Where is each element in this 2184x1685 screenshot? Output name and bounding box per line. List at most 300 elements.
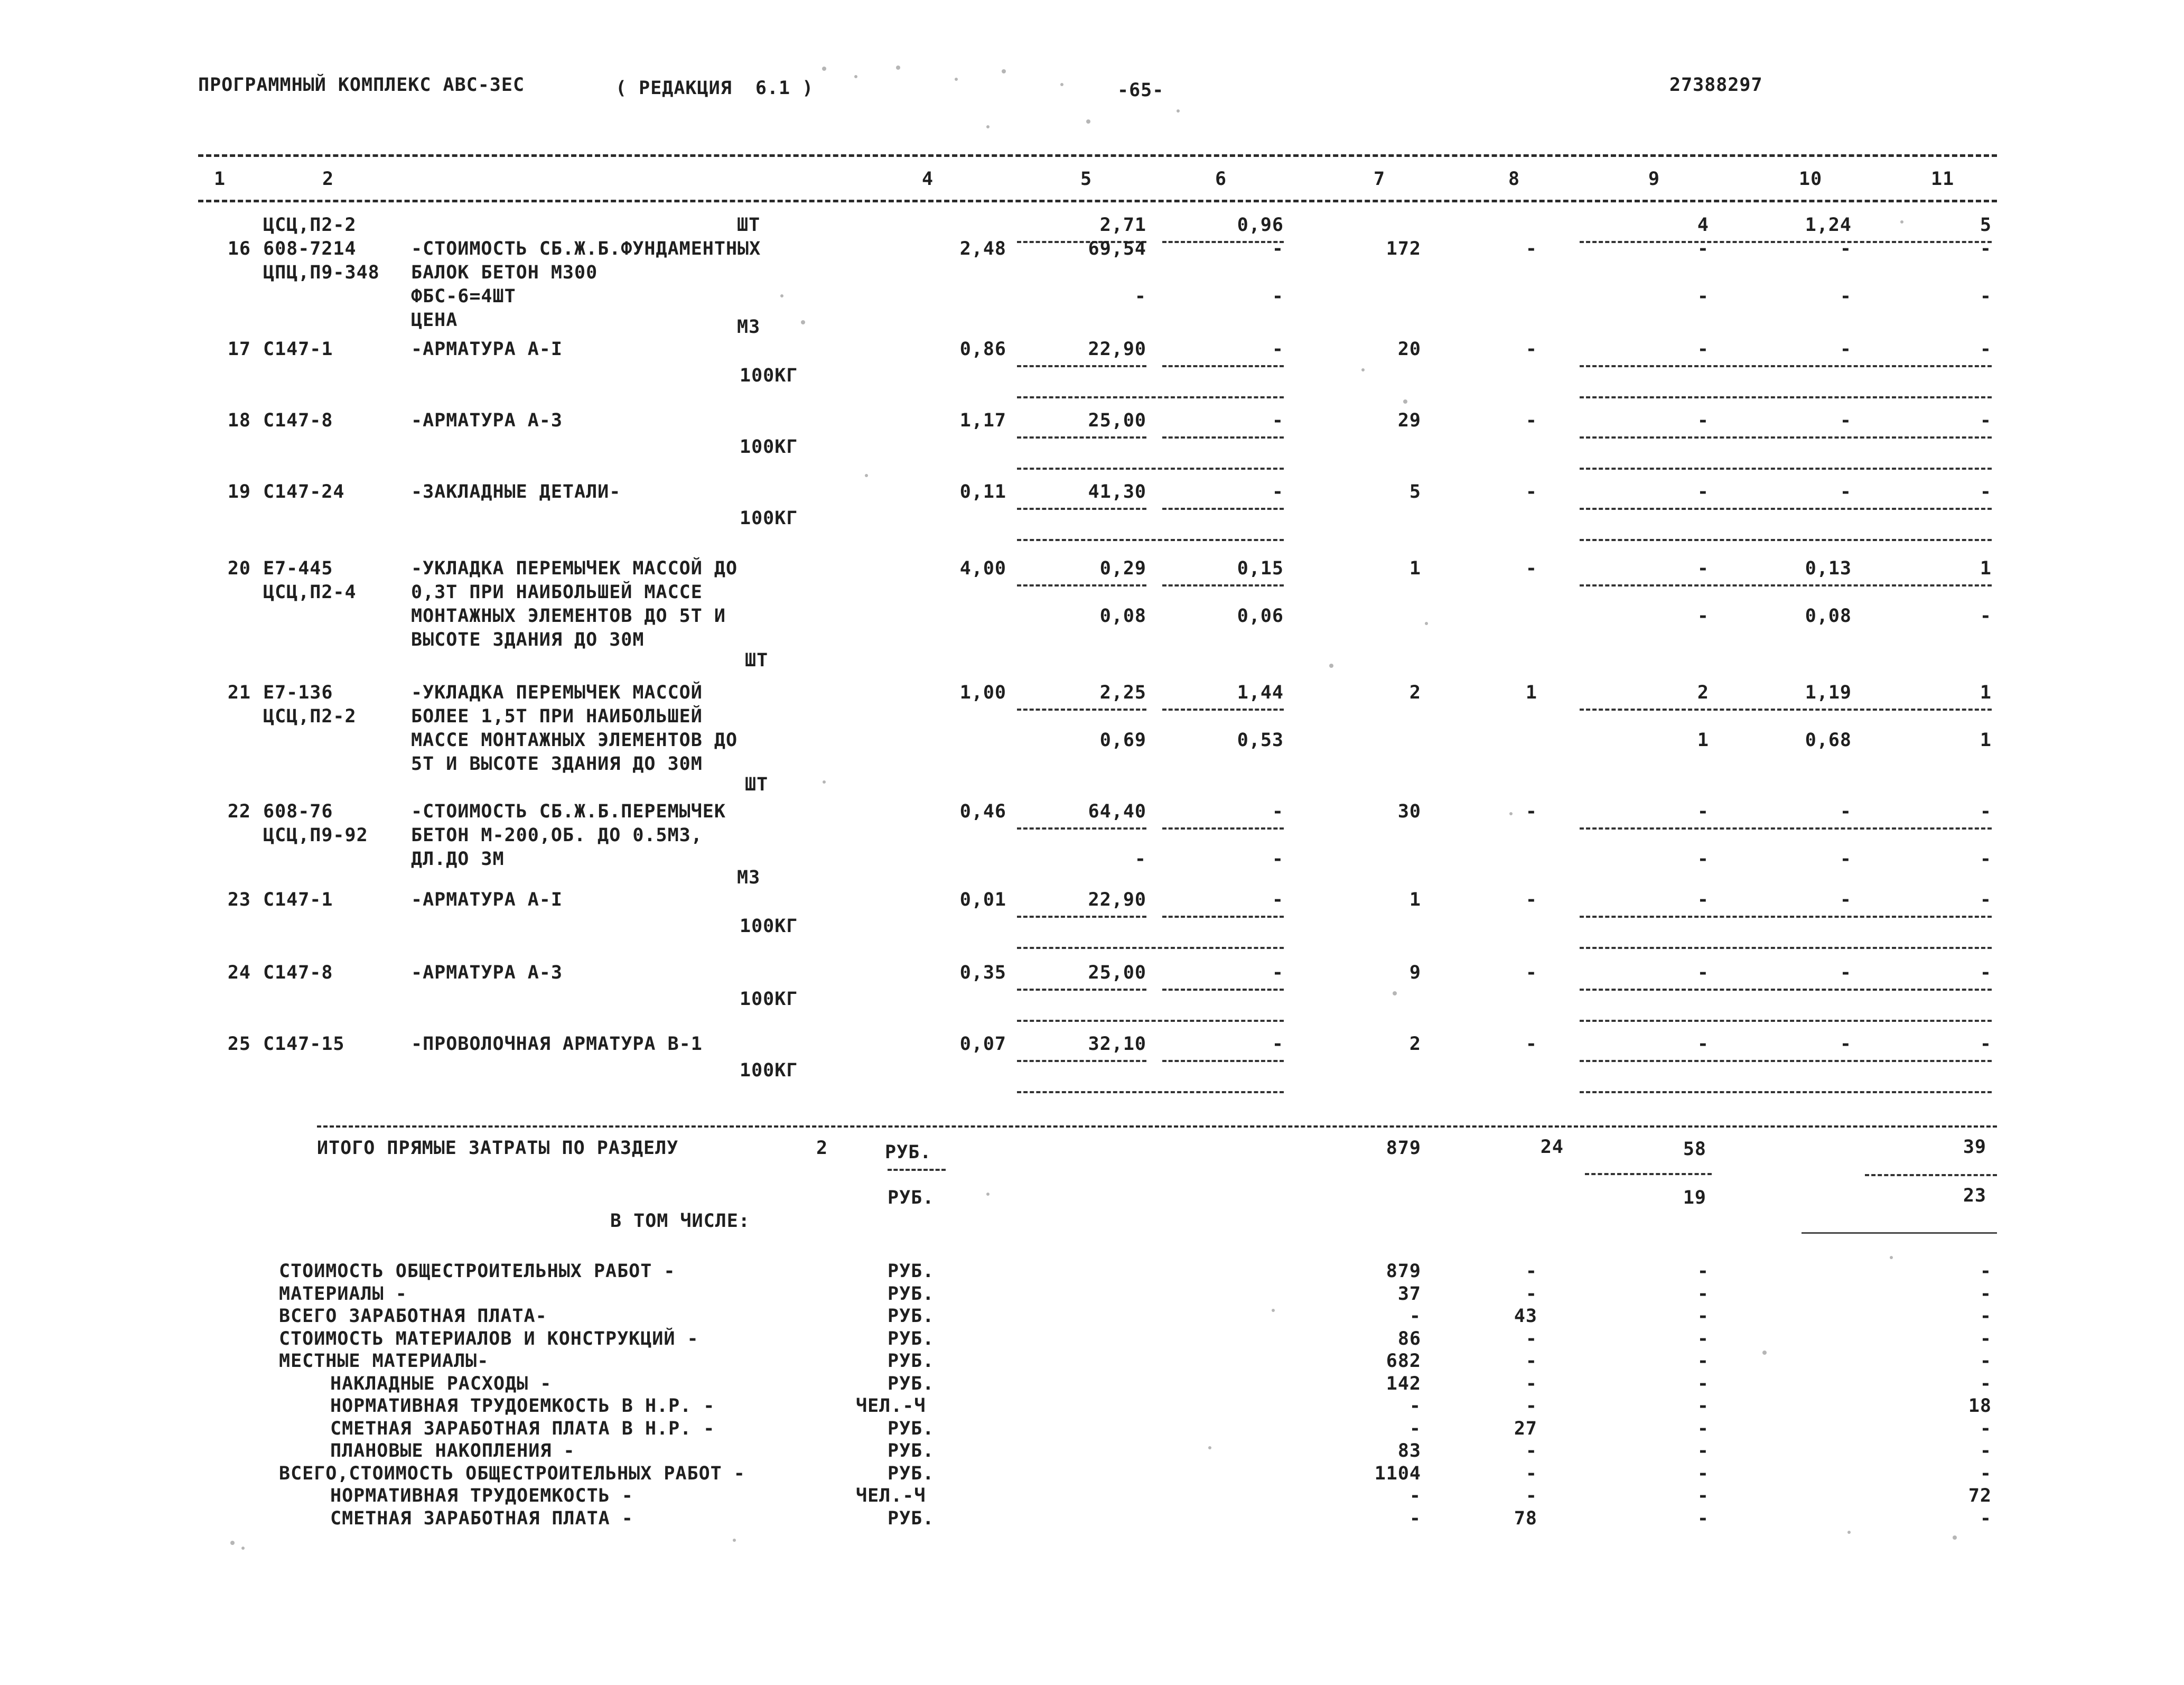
- row-5-line-0-description: -УКЛАДКА ПЕРЕМЫЧЕК МАССОЙ: [411, 682, 703, 703]
- row-4-line-2-c10: 0,08: [1805, 606, 1852, 627]
- edition-label: ( РЕДАКЦИЯ 6.1 ): [615, 78, 814, 99]
- row-0-line-1-c9: -: [1697, 238, 1709, 259]
- document-code: 27388297: [1669, 75, 1763, 96]
- row-9-line-0-description: -ПРОВОЛОЧНАЯ АРМАТУРА В-1: [411, 1034, 703, 1055]
- row-4-unit: ШТ: [745, 650, 769, 671]
- breakdown-5-c11: -: [1980, 1373, 1992, 1394]
- breakdown-8-label: ПЛАНОВЫЕ НАКОПЛЕНИЯ -: [330, 1440, 575, 1461]
- row-5-line-0-number: 21: [227, 682, 251, 703]
- row-1-line-0-number: 17: [227, 339, 251, 360]
- column-header-4: 4: [922, 169, 934, 190]
- breakdown-4-c9: -: [1697, 1351, 1709, 1372]
- row-6-line-0-c8: -: [1525, 801, 1537, 822]
- breakdown-1-label: МАТЕРИАЛЫ -: [279, 1283, 407, 1305]
- row-5-dash-right: [1580, 709, 1992, 711]
- row-3-line-0-number: 19: [227, 481, 251, 502]
- row-9-line-0-c9: -: [1697, 1034, 1709, 1055]
- breakdown-11-c8: 78: [1514, 1508, 1537, 1529]
- row-8-line-0-c8: -: [1525, 962, 1537, 983]
- column-header-2: 2: [322, 169, 334, 190]
- totals-section: 2: [816, 1138, 828, 1159]
- breakdown-7-c11: -: [1980, 1418, 1992, 1439]
- breakdown-1-c8: -: [1525, 1283, 1537, 1305]
- breakdown-8-c7: 83: [1397, 1440, 1421, 1461]
- totals-col9-second: 19: [1683, 1187, 1706, 1208]
- row-2-line-0-c11: -: [1980, 410, 1992, 431]
- breakdown-1-unit: РУБ.: [888, 1283, 935, 1305]
- row-5-line-0-c11: 1: [1980, 682, 1992, 703]
- totals-dash: [888, 1169, 946, 1171]
- row-9-dash-bottom-right: [1580, 1091, 1992, 1093]
- row-8-dash-right: [1580, 989, 1992, 991]
- row-3-line-0-c9: -: [1697, 481, 1709, 502]
- breakdown-2-c11: -: [1980, 1306, 1992, 1327]
- breakdown-2-c7: -: [1409, 1306, 1421, 1327]
- breakdown-11-c9: -: [1697, 1508, 1709, 1529]
- row-6-dash-right: [1580, 827, 1992, 830]
- row-3-line-0-c10: -: [1840, 481, 1852, 502]
- row-4-line-3-description: ВЫСОТЕ ЗДАНИЯ ДО 30М: [411, 629, 645, 650]
- row-5-line-1-description: БОЛЕЕ 1,5Т ПРИ НАИБОЛЬШЕЙ: [411, 706, 703, 727]
- column-header-11: 11: [1931, 169, 1955, 190]
- breakdown-5-c7: 142: [1386, 1373, 1421, 1394]
- breakdown-5-c9: -: [1697, 1373, 1709, 1394]
- row-8-unit: 100КГ: [740, 989, 798, 1010]
- breakdown-0-label: СТОИМОСТЬ ОБЩЕСТРОИТЕЛЬНЫХ РАБОТ -: [279, 1261, 676, 1282]
- row-1-line-0-c8: -: [1525, 339, 1537, 360]
- row-1-line-0-c10: -: [1840, 339, 1852, 360]
- row-8-line-0-c5: 25,00: [1088, 962, 1146, 983]
- row-1-line-0-code: С147-1: [263, 339, 333, 360]
- row-8-dash-bottom-right: [1580, 1020, 1992, 1022]
- breakdown-5-unit: РУБ.: [888, 1373, 935, 1394]
- row-2-line-0-c8: -: [1525, 410, 1537, 431]
- row-3-line-0-c8: -: [1525, 481, 1537, 502]
- row-3-dash-c6: [1162, 508, 1284, 510]
- row-2-unit: 100КГ: [740, 436, 798, 458]
- breakdown-9-unit: РУБ.: [888, 1463, 935, 1484]
- row-9-dash-c6: [1162, 1060, 1284, 1062]
- row-8-dash-c5: [1017, 989, 1146, 991]
- row-6-line-2-description: ДЛ.ДО 3М: [411, 849, 505, 870]
- row-7-line-0-c8: -: [1525, 889, 1537, 910]
- row-1-unit-top: М3: [737, 316, 761, 338]
- totals-col8: 24: [1540, 1137, 1564, 1158]
- row-4-line-0-c5: 0,29: [1099, 558, 1146, 579]
- column-header-7: 7: [1374, 169, 1386, 190]
- column-header-10: 10: [1799, 169, 1823, 190]
- row-8-line-0-code: С147-8: [263, 962, 333, 983]
- breakdown-8-c9: -: [1697, 1440, 1709, 1461]
- totals-col7: 879: [1386, 1138, 1421, 1159]
- row-3-dash-bottom-right: [1580, 539, 1992, 541]
- row-2-line-0-c10: -: [1840, 410, 1852, 431]
- breakdown-9-c11: -: [1980, 1463, 1992, 1484]
- row-5-line-2-c5: 0,69: [1099, 730, 1146, 751]
- breakdown-1-c7: 37: [1397, 1283, 1421, 1305]
- row-1-line-0-c7: 20: [1397, 339, 1421, 360]
- row-0-line-1-c4: 2,48: [959, 238, 1006, 259]
- row-4-line-0-code: Е7-445: [263, 558, 333, 579]
- row-4-line-0-description: -УКЛАДКА ПЕРЕМЫЧЕК МАССОЙ ДО: [411, 558, 738, 579]
- row-1-line-0-c11: -: [1980, 339, 1992, 360]
- row-4-line-0-c10: 0,13: [1805, 558, 1852, 579]
- row-1-unit: 100КГ: [740, 365, 798, 386]
- row-0-unit-top: ШТ: [737, 215, 761, 236]
- breakdown-1-c11: -: [1980, 1283, 1992, 1305]
- row-2-line-0-c9: -: [1697, 410, 1709, 431]
- breakdown-8-unit: РУБ.: [888, 1440, 935, 1461]
- row-3-dash-c5: [1017, 508, 1146, 510]
- row-6-line-0-c4: 0,46: [959, 801, 1006, 822]
- row-5-line-2-c9: 1: [1697, 730, 1709, 751]
- row-5-line-0-c7: 2: [1409, 682, 1421, 703]
- row-8-dash-c6: [1162, 989, 1284, 991]
- row-6-line-0-c10: -: [1840, 801, 1852, 822]
- row-7-unit: 100КГ: [740, 916, 798, 937]
- breakdown-10-c7: -: [1409, 1485, 1421, 1506]
- row-0-line-1-c5: 69,54: [1088, 238, 1146, 259]
- row-0-line-2-description: БАЛОК БЕТОН М300: [411, 262, 598, 283]
- header-rule-top: [198, 154, 1997, 157]
- row-6-line-0-c7: 30: [1397, 801, 1421, 822]
- row-4-line-0-c4: 4,00: [959, 558, 1006, 579]
- totals-dash-col9: [1585, 1173, 1712, 1175]
- row-6-line-0-c5: 64,40: [1088, 801, 1146, 822]
- breakdown-0-c8: -: [1525, 1261, 1537, 1282]
- row-6-line-0-code: 608-76: [263, 801, 333, 822]
- row-9-line-0-c10: -: [1840, 1034, 1852, 1055]
- row-4-line-2-c5: 0,08: [1099, 606, 1146, 627]
- breakdown-1-c9: -: [1697, 1283, 1709, 1305]
- row-7-line-0-c6: -: [1272, 889, 1284, 910]
- row-4-line-0-c6: 0,15: [1237, 558, 1284, 579]
- row-4-line-2-description: МОНТАЖНЫХ ЭЛЕМЕНТОВ ДО 5Т И: [411, 606, 726, 627]
- row-8-line-0-description: -АРМАТУРА А-3: [411, 962, 563, 983]
- breakdown-6-c11: 18: [1968, 1395, 1992, 1417]
- row-3-line-0-c5: 41,30: [1088, 481, 1146, 502]
- row-7-line-0-number: 23: [227, 889, 251, 910]
- breakdown-9-label: ВСЕГО,СТОИМОСТЬ ОБЩЕСТРОИТЕЛЬНЫХ РАБОТ -: [279, 1463, 745, 1484]
- row-0-line-3-c9: -: [1697, 286, 1709, 307]
- row-4-line-1-description: 0,3Т ПРИ НАИБОЛЬШЕЙ МАССЕ: [411, 582, 703, 603]
- row-1-dash-bottom-right: [1580, 396, 1992, 398]
- row-1-line-0-c6: -: [1272, 339, 1284, 360]
- row-7-unit-top: М3: [737, 867, 761, 888]
- program-title: ПРОГРАММНЫЙ КОМПЛЕКС АВС-ЗЕС: [198, 75, 525, 96]
- row-9-dash-bottom: [1017, 1091, 1284, 1093]
- breakdown-9-c9: -: [1697, 1463, 1709, 1484]
- row-9-unit: 100КГ: [740, 1060, 798, 1081]
- breakdown-11-unit: РУБ.: [888, 1508, 935, 1529]
- breakdown-8-c8: -: [1525, 1440, 1537, 1461]
- totals-unit: РУБ.: [885, 1142, 932, 1163]
- row-9-line-0-c5: 32,10: [1088, 1034, 1146, 1055]
- row-9-line-0-c6: -: [1272, 1034, 1284, 1055]
- column-header-9: 9: [1648, 169, 1660, 190]
- row-0-line-0-code: ЦСЦ,П2-2: [263, 215, 357, 236]
- row-6-line-2-c5: -: [1134, 849, 1146, 870]
- row-1-line-0-c4: 0,86: [959, 339, 1006, 360]
- column-header-8: 8: [1508, 169, 1520, 190]
- row-0-line-1-c7: 172: [1386, 238, 1421, 259]
- breakdown-11-c11: -: [1980, 1508, 1992, 1529]
- row-5-line-0-c6: 1,44: [1237, 682, 1284, 703]
- breakdown-11-c7: -: [1409, 1508, 1421, 1529]
- row-5-line-2-description: МАССЕ МОНТАЖНЫХ ЭЛЕМЕНТОВ ДО: [411, 730, 738, 751]
- row-4-line-0-c9: -: [1697, 558, 1709, 579]
- row-9-dash-right: [1580, 1060, 1992, 1062]
- row-6-line-0-c9: -: [1697, 801, 1709, 822]
- breakdown-2-label: ВСЕГО ЗАРАБОТНАЯ ПЛАТА-: [279, 1306, 547, 1327]
- breakdown-3-c7: 86: [1397, 1328, 1421, 1349]
- row-0-line-0-c5: 2,71: [1099, 215, 1146, 236]
- breakdown-0-c11: -: [1980, 1261, 1992, 1282]
- breakdown-0-unit: РУБ.: [888, 1261, 935, 1282]
- row-2-dash-right: [1580, 436, 1992, 439]
- row-0-line-0-c10: 1,24: [1805, 215, 1852, 236]
- row-6-line-2-c11: -: [1980, 849, 1992, 870]
- including-label: В ТОМ ЧИСЛЕ:: [610, 1211, 750, 1232]
- column-header-5: 5: [1080, 169, 1093, 190]
- totals-col11-second: 23: [1963, 1185, 1986, 1206]
- row-5-line-0-c4: 1,00: [959, 682, 1006, 703]
- row-2-line-0-c4: 1,17: [959, 410, 1006, 431]
- breakdown-0-c9: -: [1697, 1261, 1709, 1282]
- row-9-line-0-code: С147-15: [263, 1034, 345, 1055]
- row-3-dash-right: [1580, 508, 1992, 510]
- breakdown-2-unit: РУБ.: [888, 1306, 935, 1327]
- row-8-line-0-number: 24: [227, 962, 251, 983]
- breakdown-7-c7: -: [1409, 1418, 1421, 1439]
- row-6-dash-c5: [1017, 827, 1146, 830]
- totals-dash-col11: [1865, 1174, 1997, 1176]
- row-7-dash-right: [1580, 916, 1992, 918]
- row-7-line-0-c5: 22,90: [1088, 889, 1146, 910]
- breakdown-6-c9: -: [1697, 1395, 1709, 1417]
- row-5-line-2-c10: 0,68: [1805, 730, 1852, 751]
- breakdown-10-unit: ЧЕЛ.-Ч: [856, 1485, 926, 1506]
- row-9-line-0-c7: 2: [1409, 1034, 1421, 1055]
- row-1-dash-right: [1580, 365, 1992, 367]
- breakdown-7-unit: РУБ.: [888, 1418, 935, 1439]
- row-6-line-2-c6: -: [1272, 849, 1284, 870]
- breakdown-10-c11: 72: [1968, 1485, 1992, 1506]
- row-0-line-1-c6: -: [1272, 238, 1284, 259]
- row-5-line-1-code: ЦСЦ,П2-2: [263, 706, 357, 727]
- row-5-line-3-description: 5Т И ВЫСОТЕ ЗДАНИЯ ДО 30М: [411, 753, 703, 775]
- row-7-line-0-c9: -: [1697, 889, 1709, 910]
- breakdown-5-c8: -: [1525, 1373, 1537, 1394]
- row-8-line-0-c7: 9: [1409, 962, 1421, 983]
- row-9-line-0-number: 25: [227, 1034, 251, 1055]
- row-8-line-0-c11: -: [1980, 962, 1992, 983]
- breakdown-6-label: НОРМАТИВНАЯ ТРУДОЕМКОСТЬ В Н.Р. -: [330, 1395, 715, 1417]
- row-5-line-0-c8: 1: [1525, 682, 1537, 703]
- breakdown-0-c7: 879: [1386, 1261, 1421, 1282]
- row-5-line-0-c5: 2,25: [1099, 682, 1146, 703]
- row-2-line-0-c7: 29: [1397, 410, 1421, 431]
- row-8-line-0-c6: -: [1272, 962, 1284, 983]
- row-0-line-3-c6: -: [1272, 286, 1284, 307]
- row-1-line-0-description: -АРМАТУРА А-I: [411, 339, 563, 360]
- row-5-dash-c5: [1017, 709, 1146, 711]
- row-8-line-0-c10: -: [1840, 962, 1852, 983]
- row-2-dash-c5: [1017, 436, 1146, 439]
- row-7-line-0-code: С147-1: [263, 889, 333, 910]
- row-6-line-0-c11: -: [1980, 801, 1992, 822]
- row-3-unit: 100КГ: [740, 508, 798, 529]
- row-6-line-2-c10: -: [1840, 849, 1852, 870]
- row-9-line-0-c11: -: [1980, 1034, 1992, 1055]
- row-5-line-0-c9: 2: [1697, 682, 1709, 703]
- row-7-line-0-c4: 0,01: [959, 889, 1006, 910]
- row-0-line-1-description: -СТОИМОСТЬ СБ.Ж.Б.ФУНДАМЕНТНЫХ: [411, 238, 761, 259]
- row-8-line-0-c9: -: [1697, 962, 1709, 983]
- row-7-line-0-c7: 1: [1409, 889, 1421, 910]
- row-1-line-0-c5: 22,90: [1088, 339, 1146, 360]
- breakdown-7-c9: -: [1697, 1418, 1709, 1439]
- row-0-line-1-number: 16: [227, 238, 251, 259]
- row-8-line-0-c4: 0,35: [959, 962, 1006, 983]
- row-6-dash-c6: [1162, 827, 1284, 830]
- breakdown-4-c7: 682: [1386, 1351, 1421, 1372]
- breakdown-4-unit: РУБ.: [888, 1351, 935, 1372]
- row-7-line-0-c11: -: [1980, 889, 1992, 910]
- row-7-dash-bottom-right: [1580, 947, 1992, 949]
- breakdown-2-c9: -: [1697, 1306, 1709, 1327]
- row-8-dash-bottom: [1017, 1020, 1284, 1022]
- totals-rule: [317, 1125, 1997, 1128]
- column-header-1: 1: [214, 169, 226, 190]
- row-4-line-2-c11: -: [1980, 606, 1992, 627]
- row-7-dash-c5: [1017, 916, 1146, 918]
- breakdown-6-unit: ЧЕЛ.-Ч: [856, 1395, 926, 1417]
- row-7-line-0-description: -АРМАТУРА А-I: [411, 889, 563, 910]
- row-2-line-0-number: 18: [227, 410, 251, 431]
- row-4-line-0-number: 20: [227, 558, 251, 579]
- row-3-line-0-c11: -: [1980, 481, 1992, 502]
- row-3-line-0-code: С147-24: [263, 481, 345, 502]
- breakdown-5-label: НАКЛАДНЫЕ РАСХОДЫ -: [330, 1373, 552, 1394]
- breakdown-4-c11: -: [1980, 1351, 1992, 1372]
- row-5-line-2-c6: 0,53: [1237, 730, 1284, 751]
- row-4-dash-c6: [1162, 584, 1284, 587]
- row-6-line-0-number: 22: [227, 801, 251, 822]
- row-3-line-0-c6: -: [1272, 481, 1284, 502]
- totals-col11: 39: [1963, 1137, 1986, 1158]
- row-6-line-1-code: ЦСЦ,П9-92: [263, 825, 368, 846]
- breakdown-4-c8: -: [1525, 1351, 1537, 1372]
- row-9-dash-c5: [1017, 1060, 1146, 1062]
- row-6-line-0-description: -СТОИМОСТЬ СБ.Ж.Б.ПЕРЕМЫЧЕК: [411, 801, 726, 822]
- row-0-line-0-c6: 0,96: [1237, 215, 1284, 236]
- row-3-line-0-description: -ЗАКЛАДНЫЕ ДЕТАЛИ-: [411, 481, 621, 502]
- row-9-line-0-c8: -: [1525, 1034, 1537, 1055]
- row-0-line-2-code: ЦПЦ,П9-348: [263, 262, 380, 283]
- row-6-line-0-c6: -: [1272, 801, 1284, 822]
- row-4-line-0-c11: 1: [1980, 558, 1992, 579]
- row-0-line-1-c8: -: [1525, 238, 1537, 259]
- breakdown-6-c8: -: [1525, 1395, 1537, 1417]
- row-0-line-3-description: ФБС-6=4ШТ: [411, 286, 516, 307]
- row-4-line-0-c7: 1: [1409, 558, 1421, 579]
- row-5-unit: ШТ: [745, 774, 769, 795]
- breakdown-3-c11: -: [1980, 1328, 1992, 1349]
- breakdown-6-c7: -: [1409, 1395, 1421, 1417]
- breakdown-3-c8: -: [1525, 1328, 1537, 1349]
- row-0-line-1-code: 608-7214: [263, 238, 357, 259]
- row-1-dash-bottom: [1017, 396, 1284, 398]
- row-0-line-4-description: ЦЕНА: [411, 310, 458, 331]
- row-5-line-0-code: Е7-136: [263, 682, 333, 703]
- breakdown-4-label: МЕСТНЫЕ МАТЕРИАЛЫ-: [279, 1351, 489, 1372]
- breakdown-7-label: СМЕТНАЯ ЗАРАБОТНАЯ ПЛАТА В Н.Р. -: [330, 1418, 715, 1439]
- row-2-line-0-code: С147-8: [263, 410, 333, 431]
- totals-label: ИТОГО ПРЯМЫЕ ЗАТРАТЫ ПО РАЗДЕЛУ: [317, 1138, 679, 1159]
- row-2-line-0-c6: -: [1272, 410, 1284, 431]
- row-3-dash-bottom: [1017, 539, 1284, 541]
- row-2-line-0-c5: 25,00: [1088, 410, 1146, 431]
- margin-line: [1802, 1232, 1997, 1234]
- row-0-line-0-c11: 5: [1980, 215, 1992, 236]
- page-number: -65-: [1117, 80, 1164, 101]
- row-7-line-0-c10: -: [1840, 889, 1852, 910]
- row-4-line-2-c6: 0,06: [1237, 606, 1284, 627]
- row-5-line-0-c10: 1,19: [1805, 682, 1852, 703]
- breakdown-10-label: НОРМАТИВНАЯ ТРУДОЕМКОСТЬ -: [330, 1485, 633, 1506]
- totals-unit-second: РУБ.: [888, 1187, 935, 1208]
- row-6-line-1-description: БЕТОН М-200,ОБ. ДО 0.5М3,: [411, 825, 703, 846]
- row-1-dash-c5: [1017, 365, 1146, 367]
- breakdown-3-label: СТОИМОСТЬ МАТЕРИАЛОВ И КОНСТРУКЦИЙ -: [279, 1328, 699, 1349]
- row-4-line-2-c9: -: [1697, 606, 1709, 627]
- breakdown-8-c11: -: [1980, 1440, 1992, 1461]
- row-1-line-0-c9: -: [1697, 339, 1709, 360]
- breakdown-7-c8: 27: [1514, 1418, 1537, 1439]
- row-4-dash-right: [1580, 584, 1992, 587]
- row-7-dash-c6: [1162, 916, 1284, 918]
- row-4-dash-c5: [1017, 584, 1146, 587]
- row-0-line-3-c11: -: [1980, 286, 1992, 307]
- header-rule-bottom: [198, 200, 1997, 202]
- totals-col9: 58: [1683, 1139, 1706, 1160]
- breakdown-2-c8: 43: [1514, 1306, 1537, 1327]
- breakdown-3-unit: РУБ.: [888, 1328, 935, 1349]
- breakdown-10-c9: -: [1697, 1485, 1709, 1506]
- breakdown-9-c7: 1104: [1374, 1463, 1421, 1484]
- row-3-line-0-c4: 0,11: [959, 481, 1006, 502]
- row-0-line-3-c10: -: [1840, 286, 1852, 307]
- row-2-line-0-description: -АРМАТУРА А-3: [411, 410, 563, 431]
- row-2-dash-bottom-right: [1580, 468, 1992, 470]
- breakdown-11-label: СМЕТНАЯ ЗАРАБОТНАЯ ПЛАТА -: [330, 1508, 633, 1529]
- row-4-line-0-c8: -: [1525, 558, 1537, 579]
- row-3-line-0-c7: 5: [1409, 481, 1421, 502]
- row-0-line-1-c10: -: [1840, 238, 1852, 259]
- row-0-line-3-c5: -: [1134, 286, 1146, 307]
- row-5-line-2-c11: 1: [1980, 730, 1992, 751]
- row-6-line-2-c9: -: [1697, 849, 1709, 870]
- row-4-line-1-code: ЦСЦ,П2-4: [263, 582, 357, 603]
- row-0-line-0-c9: 4: [1697, 215, 1709, 236]
- row-2-dash-bottom: [1017, 468, 1284, 470]
- row-0-line-1-c11: -: [1980, 238, 1992, 259]
- row-2-dash-c6: [1162, 436, 1284, 439]
- breakdown-10-c8: -: [1525, 1485, 1537, 1506]
- row-1-dash-c6: [1162, 365, 1284, 367]
- row-9-line-0-c4: 0,07: [959, 1034, 1006, 1055]
